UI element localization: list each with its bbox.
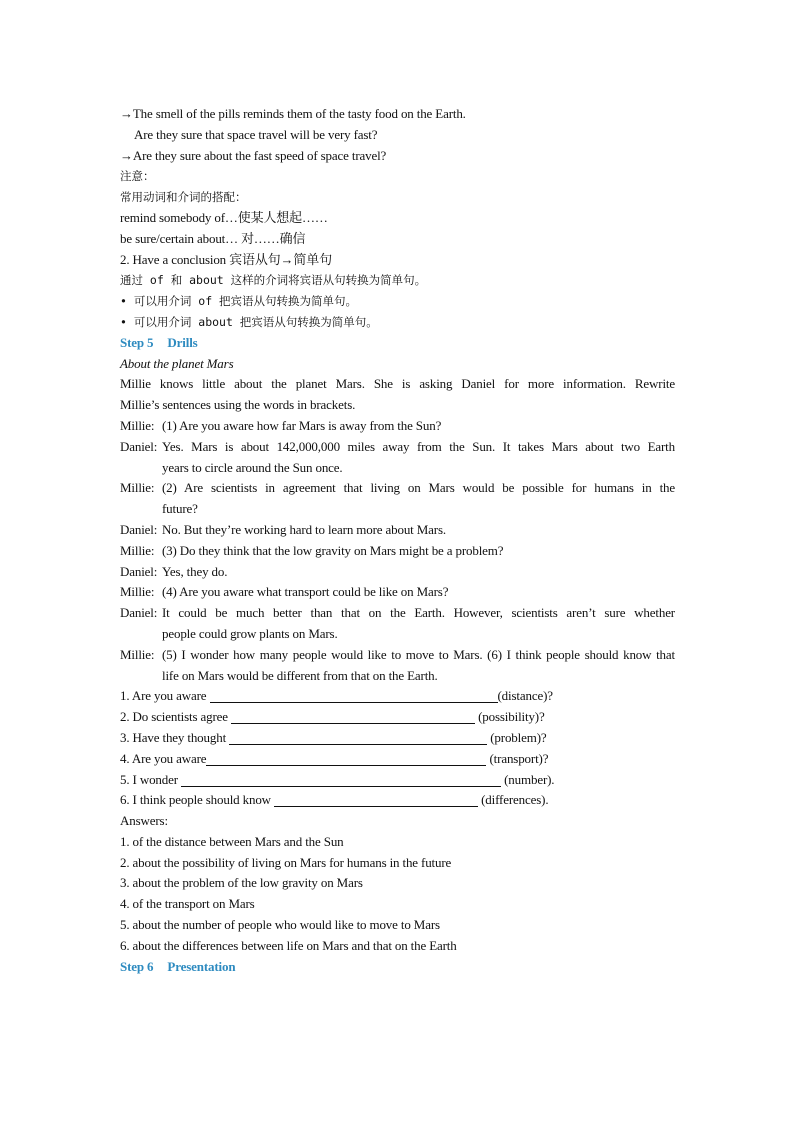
exercise-list bbox=[120, 686, 675, 811]
exercise-hint: (distance)? bbox=[497, 688, 553, 704]
exercise-hint: (transport)? bbox=[486, 750, 549, 766]
exercise-prompt: 1. Are you aware bbox=[120, 688, 210, 704]
exercise-item bbox=[120, 770, 675, 791]
utterance-line: years to circle around the Sun once. bbox=[162, 459, 343, 475]
utterance-line: (3) Do they think that the low gravity on Mars might be a problem? bbox=[162, 542, 504, 558]
exercise-prompt: 3. Have they thought bbox=[120, 729, 230, 745]
exercise-prompt: 2. Do scientists agree bbox=[120, 709, 231, 725]
answer-item: 6. about the differences between life on Mars and that on the Earth bbox=[120, 937, 457, 953]
conclusion-heading: 2. Have a conclusion 宾语从句→简单句 bbox=[120, 251, 332, 267]
answer-blank[interactable] bbox=[206, 751, 486, 766]
dialogue-turn bbox=[120, 603, 675, 645]
answer-list bbox=[120, 832, 675, 957]
dialogue-turn bbox=[120, 645, 675, 687]
dialogue-turn bbox=[120, 582, 675, 603]
speaker-name: Daniel: bbox=[120, 563, 158, 579]
answer-blank[interactable] bbox=[274, 792, 478, 807]
speaker-name: Millie: bbox=[120, 480, 155, 496]
dialogue-turn bbox=[120, 520, 675, 541]
dialogue-turn bbox=[120, 437, 675, 479]
exercise-hint: (number). bbox=[501, 771, 555, 787]
utterance-line: people could grow plants on Mars. bbox=[162, 625, 338, 641]
exercise-item bbox=[120, 790, 675, 811]
utterance-line: (5) I wonder how many people would like to move to Mars. (6) I think people should know that bbox=[162, 646, 675, 662]
utterance-line: (1) Are you aware how far Mars is away from the Sun? bbox=[162, 417, 442, 433]
bullet-about: • 可以用介词 about 把宾语从句转换为简单句。 bbox=[120, 314, 378, 329]
speaker-name: Daniel: bbox=[120, 438, 158, 454]
answer-blank[interactable] bbox=[229, 730, 487, 745]
answer-item: 1. of the distance between Mars and the Sun bbox=[120, 833, 344, 849]
speaker-name: Daniel: bbox=[120, 605, 158, 621]
exercise-prompt: 6. I think people should know bbox=[120, 792, 275, 808]
exercise-prompt: 4. Are you aware bbox=[120, 750, 207, 766]
utterance-line: Yes, they do. bbox=[162, 563, 228, 579]
exercise-item bbox=[120, 728, 675, 749]
collocation-remind: remind somebody of…使某人想起…… bbox=[120, 209, 328, 225]
exercise-hint: (problem)? bbox=[487, 729, 547, 745]
speaker-name: Millie: bbox=[120, 646, 155, 662]
utterance-line: No. But they’re working hard to learn more about Mars. bbox=[162, 521, 446, 537]
answers-label: Answers: bbox=[120, 813, 168, 829]
note-heading: 注意： bbox=[120, 169, 155, 184]
exercise-hint: (possibility)? bbox=[475, 709, 545, 725]
answer-blank[interactable] bbox=[210, 688, 498, 703]
note-text: 常用动词和介词的搭配： bbox=[120, 190, 247, 205]
instruction-line-2: Millie’s sentences using the words in brackets. bbox=[120, 397, 356, 413]
utterance-line: Yes. Mars is about 142,000,000 miles away from the Sun. It takes Mars about two Earth bbox=[162, 438, 675, 454]
section-subtitle: About the planet Mars bbox=[120, 355, 234, 371]
document-page bbox=[120, 104, 675, 977]
exercise-hint: (differences). bbox=[478, 792, 549, 808]
speaker-name: Daniel: bbox=[120, 521, 158, 537]
answer-item: 3. about the problem of the low gravity on Mars bbox=[120, 875, 363, 891]
example-sentence: Are they sure that space travel will be very fast? bbox=[134, 126, 378, 142]
answer-item: 4. of the transport on Mars bbox=[120, 896, 255, 912]
speaker-name: Millie: bbox=[120, 542, 155, 558]
dialogue-turn bbox=[120, 478, 675, 520]
exercise-item bbox=[120, 686, 675, 707]
example-sentence: →Are they sure about the fast speed of space travel? bbox=[120, 147, 387, 163]
bullet-of: • 可以用介词 of 把宾语从句转换为简单句。 bbox=[120, 294, 358, 309]
utterance-line: (2) Are scientists in agreement that living on Mars would be possible for humans in the bbox=[162, 480, 675, 496]
answer-blank[interactable] bbox=[181, 772, 501, 787]
step5-heading: Step 5 Drills bbox=[120, 334, 198, 350]
exercise-item bbox=[120, 707, 675, 728]
example-sentence: →The smell of the pills reminds them of the tasty food on the Earth. bbox=[120, 106, 466, 121]
answer-item: 2. about the possibility of living on Mars for humans in the future bbox=[120, 854, 452, 870]
instruction-line-1: Millie knows little about the planet Mars. She is asking Daniel for more information. Rewrite bbox=[120, 376, 675, 392]
utterance-line: future? bbox=[162, 501, 198, 517]
exercise-prompt: 5. I wonder bbox=[120, 771, 182, 787]
dialogue-turn bbox=[120, 541, 675, 562]
utterance-line: It could be much better than that on the Earth. However, scientists aren’t sure whether bbox=[162, 605, 675, 621]
dialogue-turn bbox=[120, 562, 675, 583]
conclusion-text: 通过 of 和 about 这样的介词将宾语从句转换为简单句。 bbox=[120, 273, 427, 288]
speaker-name: Millie: bbox=[120, 417, 155, 433]
answer-item: 5. about the number of people who would like to move to Mars bbox=[120, 917, 440, 933]
speaker-name: Millie: bbox=[120, 584, 155, 600]
dialogue-turn bbox=[120, 416, 675, 437]
dialogue bbox=[120, 416, 675, 686]
exercise-item bbox=[120, 749, 675, 770]
step6-heading: Step 6 Presentation bbox=[120, 958, 236, 974]
collocation-sure: be sure/certain about… 对……确信 bbox=[120, 230, 306, 246]
answer-blank[interactable] bbox=[231, 709, 475, 724]
utterance-line: life on Mars would be different from that on the Earth. bbox=[162, 667, 438, 683]
utterance-line: (4) Are you aware what transport could be like on Mars? bbox=[162, 584, 449, 600]
